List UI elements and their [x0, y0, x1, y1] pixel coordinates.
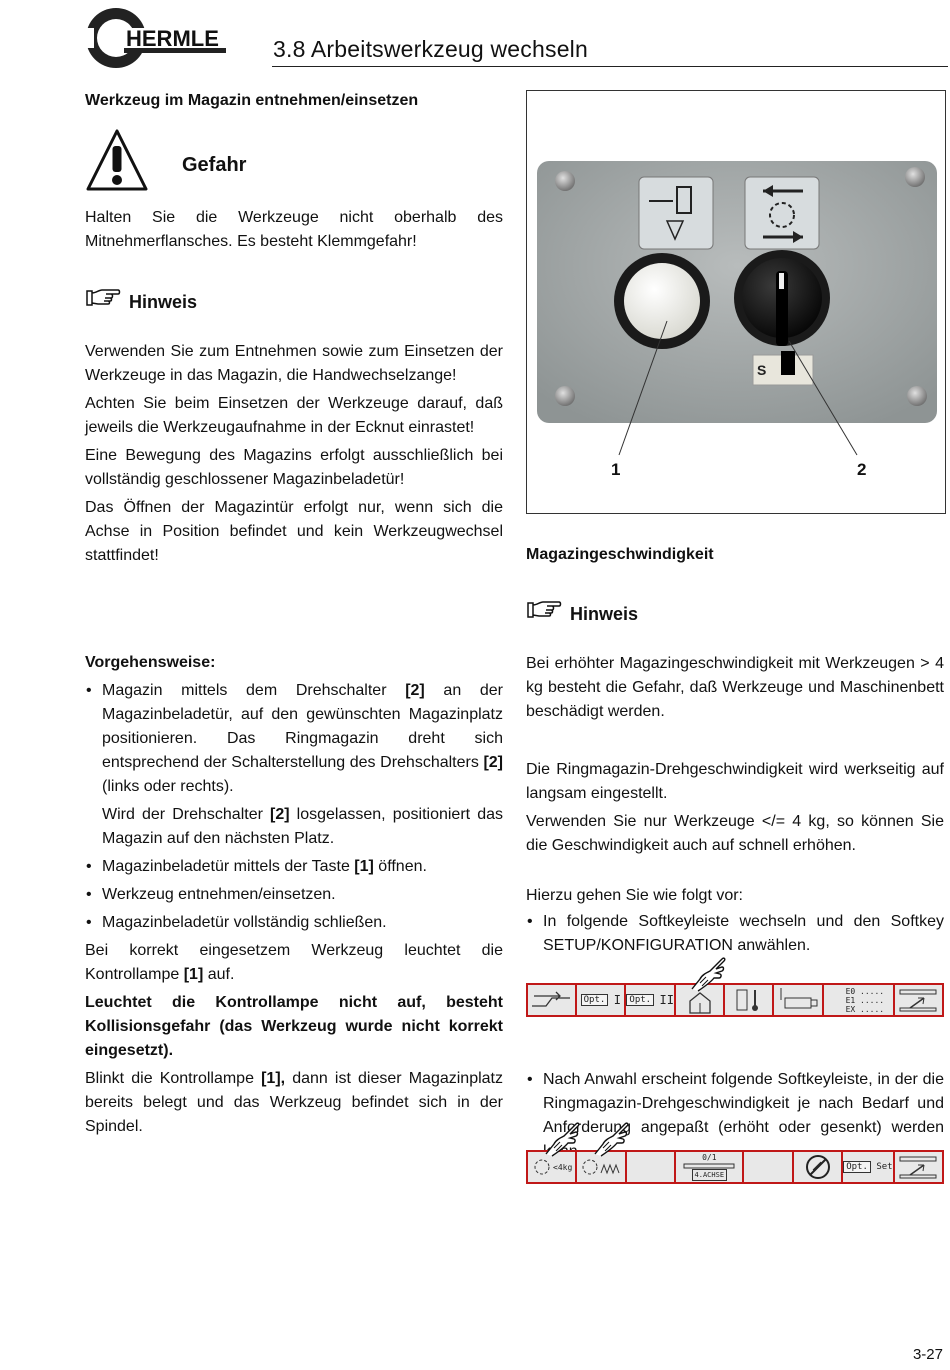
chapter-title: 3.8 Arbeitswerkzeug wechseln — [273, 36, 588, 62]
screw-icon — [905, 167, 925, 187]
note-paragraph: Eine Bewegung des Magazins erfolgt ausschließlich bei vollständig geschlossener Magazinbeladetür! — [85, 447, 503, 488]
gear-icon — [531, 1155, 553, 1179]
speed-note-title: Hinweis — [570, 604, 639, 624]
softkey-bar-1 — [526, 983, 944, 1017]
procedure-step: • Magazin mittels dem Drehschalter [2] an der Magazinbeladetür, auf den gewünschten Magazinplatz positionieren. Das Ringmagazin dreht sich entsprechend der Schalterstellung des Drehschalters [2] (links oder rechts). — [85, 679, 503, 799]
softkey-machine[interactable] — [528, 985, 577, 1015]
gear-spring-icon — [579, 1155, 623, 1179]
screw-icon — [907, 386, 927, 406]
softkey-spindle[interactable] — [774, 985, 823, 1015]
note-paragraph: Achten Sie beim Einsetzen der Werkzeuge darauf, daß jeweils die Werkzeugaufnahme in der Ecknut einrastet! — [85, 395, 503, 436]
pointing-hand-icon — [85, 286, 121, 308]
figure-label-1: 1 — [611, 460, 621, 479]
speed-step-1: • In folgende Softkeyleiste wechseln und den Softkey SETUP/KONFIGURATION anwählen. — [526, 910, 944, 958]
pointing-hand-icon — [526, 598, 562, 620]
header-rule — [272, 66, 948, 67]
softkey-temperature[interactable] — [725, 985, 774, 1015]
screw-icon — [555, 386, 575, 406]
thermometer-icon — [729, 986, 769, 1014]
screw-icon — [555, 171, 575, 191]
softkey-setup-configuration[interactable] — [676, 985, 725, 1015]
collision-warning: Leuchtet die Kontrollampe nicht auf, besteht Kollisionsgefahr (das Werkzeug wurde nicht korrekt eingesetzt). — [85, 994, 503, 1059]
speed-paragraph-3: Hierzu gehen Sie wie folgt vor: — [526, 887, 743, 904]
procedure-step: • Werkzeug entnehmen/einsetzen. — [85, 883, 503, 907]
softkey-opt-set[interactable]: Opt. Set — [843, 1152, 894, 1182]
danger-title: Gefahr — [182, 154, 247, 176]
procedure-title: Vorgehensweise: — [85, 654, 216, 671]
door-open-button — [624, 263, 700, 339]
page-number: 3-27 — [912, 1346, 943, 1363]
switch-letter: S — [757, 362, 767, 378]
next-arrow-icon — [896, 986, 940, 1014]
section-title-magazine: Werkzeug im Magazin entnehmen/einsetzen — [85, 92, 419, 109]
prohibited-icon — [804, 1153, 832, 1181]
hermle-logo — [80, 6, 230, 70]
procedure-step-note: Wird der Drehschalter [2] losgelassen, positioniert das Magazin auf den nächsten Platz. — [102, 806, 503, 847]
control-panel-photo — [527, 91, 945, 513]
softkey-speed-slow[interactable]: <4kg — [528, 1152, 577, 1182]
pointing-finger-icon — [688, 953, 728, 993]
speed-paragraph-2: Verwenden Sie nur Werkzeuge </= 4 kg, so können Sie die Geschwindigkeit auch auf schnell erhöhen. — [526, 813, 944, 854]
control-panel-figure — [526, 90, 946, 514]
note-paragraph: Verwenden Sie zum Entnehmen sowie zum Einsetzen der Werkzeuge in das Magazin, die Handwechselzange! — [85, 343, 503, 384]
softkey-no-tool[interactable] — [794, 1152, 843, 1182]
pointing-finger-icon — [591, 1118, 631, 1158]
speed-section-title: Magazingeschwindigkeit — [526, 546, 714, 563]
danger-warning-icon — [85, 128, 149, 192]
procedure-body — [85, 679, 503, 1139]
figure-label-2: 2 — [857, 460, 867, 479]
softkey-4th-axis[interactable]: 0/1 4.ACHSE — [676, 1152, 744, 1182]
speed-paragraph-1: Die Ringmagazin-Drehgeschwindigkeit wird werkseitig auf langsam eingestellt. — [526, 761, 944, 802]
softkey-e-values[interactable]: E0 ..... E1 ..... EX ..... — [824, 985, 895, 1015]
softkey-next[interactable] — [895, 1152, 942, 1182]
softkey-opt-1[interactable]: Opt. I — [577, 985, 626, 1015]
lamp-text: Bei korrekt eingesetzem Werkzeug leuchtet die Kontrollampe [1] auf. — [85, 942, 503, 983]
danger-text: Halten Sie die Werkzeuge nicht oberhalb des Mitnehmerflansches. Es besteht Klemmgefahr! — [85, 209, 503, 250]
speed-note-text: Bei erhöhter Magazingeschwindigkeit mit Werkzeugen > 4 kg besteht die Gefahr, daß Werkzeuge und Maschinenbett beschädigt werden. — [526, 655, 944, 720]
blink-text: Blinkt die Kontrollampe [1], dann ist dieser Magazinplatz bereits belegt und das Werkzeug befindet sich in der Spindel. — [85, 1070, 503, 1135]
procedure-step: • Magazinbeladetür mittels der Taste [1] öffnen. — [85, 855, 503, 879]
note-title: Hinweis — [129, 292, 198, 312]
pointing-finger-icon — [542, 1118, 582, 1158]
procedure-step: • Magazinbeladetür vollständig schließen. — [85, 911, 503, 935]
next-arrow-icon — [896, 1153, 940, 1181]
machine-icon — [530, 988, 574, 1012]
softkey-empty[interactable] — [744, 1152, 793, 1182]
logo-text: HERMLE — [126, 26, 219, 51]
note-body — [85, 340, 503, 568]
speed-step-2: • Nach Anwahl erscheint folgende Softkeyleiste, in der die Ringmagazin-Drehgeschwindigkeit je nach Bedarf und Anforderung angepaßt (erhöht oder gesenkt) werden — [526, 1068, 944, 1164]
softkey-empty[interactable] — [627, 1152, 676, 1182]
softkey-bar-2 — [526, 1150, 944, 1184]
spindle-icon — [775, 986, 821, 1014]
softkey-next[interactable] — [895, 985, 942, 1015]
softkey-speed-fast[interactable] — [577, 1152, 626, 1182]
note-paragraph: Das Öffnen der Magazintür erfolgt nur, wenn sich die Achse in Position befindet und kein Werkzeugwechsel stattfindet! — [85, 499, 503, 564]
softkey-opt-2[interactable]: Opt. II — [626, 985, 676, 1015]
